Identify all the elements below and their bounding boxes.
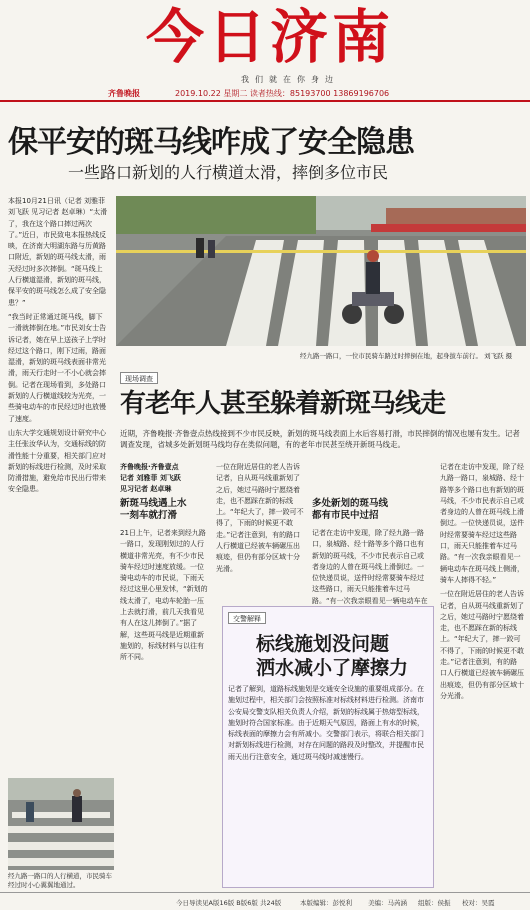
footer-designer: 美编：马芮涵 — [368, 899, 407, 907]
story2-continuation: 记者在走访中发现，除了经九路一路口，泉城路、经十路等多个路口也有新划的斑马线，不少市民表示自己或者身边的人曾在斑马线上滑倒过。一位快递员说，送件时经常要骑车经过这些路口，雨天只能推着车过马路。“有一次我亲眼看见一辆电动车在斑马线上侧滑，骑车人摔得不轻。” — [440, 463, 524, 584]
story2-byline: 齐鲁晚报·齐鲁壹点 记者 刘雅菲 刘飞跃 见习记者 赵卓琳 — [120, 463, 181, 493]
story2-body-col-d — [440, 462, 524, 884]
story2-continuation: 一位在附近居住的老人告诉记者，自从斑马线重新划了之后，她过马路时宁愿绕着走，也不愿踩在新的标线上。“年纪大了，摔一跤可不得了，下雨的时候更不敢走。”记者注意到，有的路口人行横道已经被车辆碾压出痕迹，但仍有部分区域十分光滑。 — [440, 590, 524, 700]
story2-summary: 近期，齐鲁晚报·齐鲁壹点热线接到不少市民反映，新划的斑马线表面上水后容易打滑，市民摔倒的情况也屡有发生。记者调查发现，省城多处新划斑马线均存在类似问题，有的老年市民甚至绕开新斑马线走。 — [120, 429, 520, 449]
story2-body-col-c: 记者在走访中发现，除了经九路一路口，泉城路、经十路等多个路口也有新划的斑马线，不少市民表示自己或者身边的人曾在斑马线上滑倒过。一位快递员说，送件时经常要骑车经过这些路口，雨天只能推着车过马路。“有一次我亲眼看见一辆电动车在 — [312, 529, 428, 605]
story3-tag: 交警解释 — [228, 612, 266, 624]
photo1-caption: 经九路一路口，一位市民骑车路过时摔倒在地，起身拔车前行。 刘飞跃 摄 — [300, 352, 513, 360]
footer-layout: 组版：侯振 — [418, 899, 451, 907]
footer-rule — [0, 892, 530, 893]
footer-editor: 本版编辑：彭悦利 — [300, 899, 352, 907]
newspaper-brand: 今日济南 — [145, 3, 394, 71]
lead-body-column — [8, 196, 108, 771]
story2-subhead-b: 多处新划的斑马线 都有市民中过招 — [312, 498, 389, 521]
story3-body: 记者了解到，道路标线施划是交通安全设施的重要组成部分。在施划过程中，相关部门会按照标准对标线材料进行检测。济南市公安局交警支队相关负责人介绍，新划的标线属于热熔型标线，施划时符合国家标准。由于近期天气原因，路面上有水的时候，标线表面的摩擦力会有所减小。交警部门表示，将联合相关部门对新划标线进行检测，对存在问题的路段及时整改，并提醒市民雨天出行注意安全，通过斑马线时减速慢行。 — [228, 685, 424, 761]
crosswalk-photo-small — [8, 778, 114, 870]
footer-index: 今日导读见A版16版 B版6版 共24版 — [176, 899, 282, 907]
crosswalk-photo-main — [116, 196, 526, 346]
page-footer — [0, 895, 530, 910]
crosswalk-photo-main-image — [116, 196, 526, 346]
date-hotline: 2019.10.22 星期二 读者热线：85193700 13869196706 — [175, 89, 390, 98]
lead-paragraph: “我当时正常通过斑马线，脚下一滑就摔倒在地。”市民刘女士告诉记者，她在早上送孩子上学时经过这个路口，刚下过雨，路面湿滑，新划的斑马线表面非常光滑，雨天行走时一不小心就会摔倒。记者在现场看到，多处路口新划的人行横道线较为光亮，一些骑电动车的市民经过时也放慢了速度。 — [8, 312, 107, 423]
crosswalk-photo-small-image — [8, 778, 114, 870]
lead-headline: 保平安的斑马线咋成了安全隐患 — [8, 125, 414, 160]
issue-line — [0, 88, 530, 100]
footer-proofreader: 校对：吴霞 — [462, 899, 495, 907]
story2-headline: 有老年人甚至躲着新斑马线走 — [120, 389, 446, 419]
paper-logo: 齐鲁晚报 — [108, 89, 140, 98]
story2-subhead-a: 新斑马线遇上水 一刻车就打滑 — [120, 498, 187, 521]
lead-paragraph: 山东大学交通规划设计研究中心主任张汝华认为，交通标线的防滑性能十分重要，相关部门应对新划的标线进行检测，及时采取防滑措施，避免给市民出行带来安全隐患。 — [8, 428, 106, 494]
masthead-slogan: 我们就在你身边 — [241, 75, 339, 84]
lead-subheadline: 一些路口新划的人行横道太滑，摔倒多位市民 — [68, 163, 389, 182]
lead-paragraph: 本报10月21日讯（记者 刘雅菲 刘飞跃 见习记者 赵卓琳）“太滑了，我在这个路口摔过两次了。”近日，市民致电本报热线反映，在济南大明湖东路与历黄路口附近，新划的斑马线太滑，雨天经过时多次摔倒。“斑马线上人行横道湿滑，新划的斑马线，保平安的斑马线怎么成了安全隐患？” — [8, 197, 108, 307]
story2-body-col-b: 一位在附近居住的老人告诉记者，自从斑马线重新划了之后，她过马路时宁愿绕着走，也不愿踩在新的标线上。“年纪大了，摔一跤可不得了，下雨的时候更不敢走。”记者注意到，有的路口人行横道已经被车辆碾压出痕迹，但仍有部分区域十分光滑。 — [216, 463, 304, 573]
photo2-caption: 经九路一路口的人行横道，市民骑车经过时小心翼翼地通过。 — [8, 872, 112, 889]
masthead-rule — [0, 100, 530, 102]
story3-headline: 标线施划没问题 洒水减小了摩擦力 — [256, 633, 409, 679]
masthead — [0, 0, 530, 98]
story2-body-col-a: 21日上午，记者来到经九路一路口，发现刚划过的人行横道非常光亮，有不少市民骑车经过时速度放缓。一位骑电动车的市民说，下雨天经过这里心里发怵，“新划的线太滑了，电动车轮胎一压上去就打滑，前几天我看见有人在这儿摔倒了。”据了解，这些斑马线是近期重新施划的，标线材料与以往有所不同。 — [120, 529, 208, 662]
story2-tag: 现场调查 — [120, 372, 158, 384]
